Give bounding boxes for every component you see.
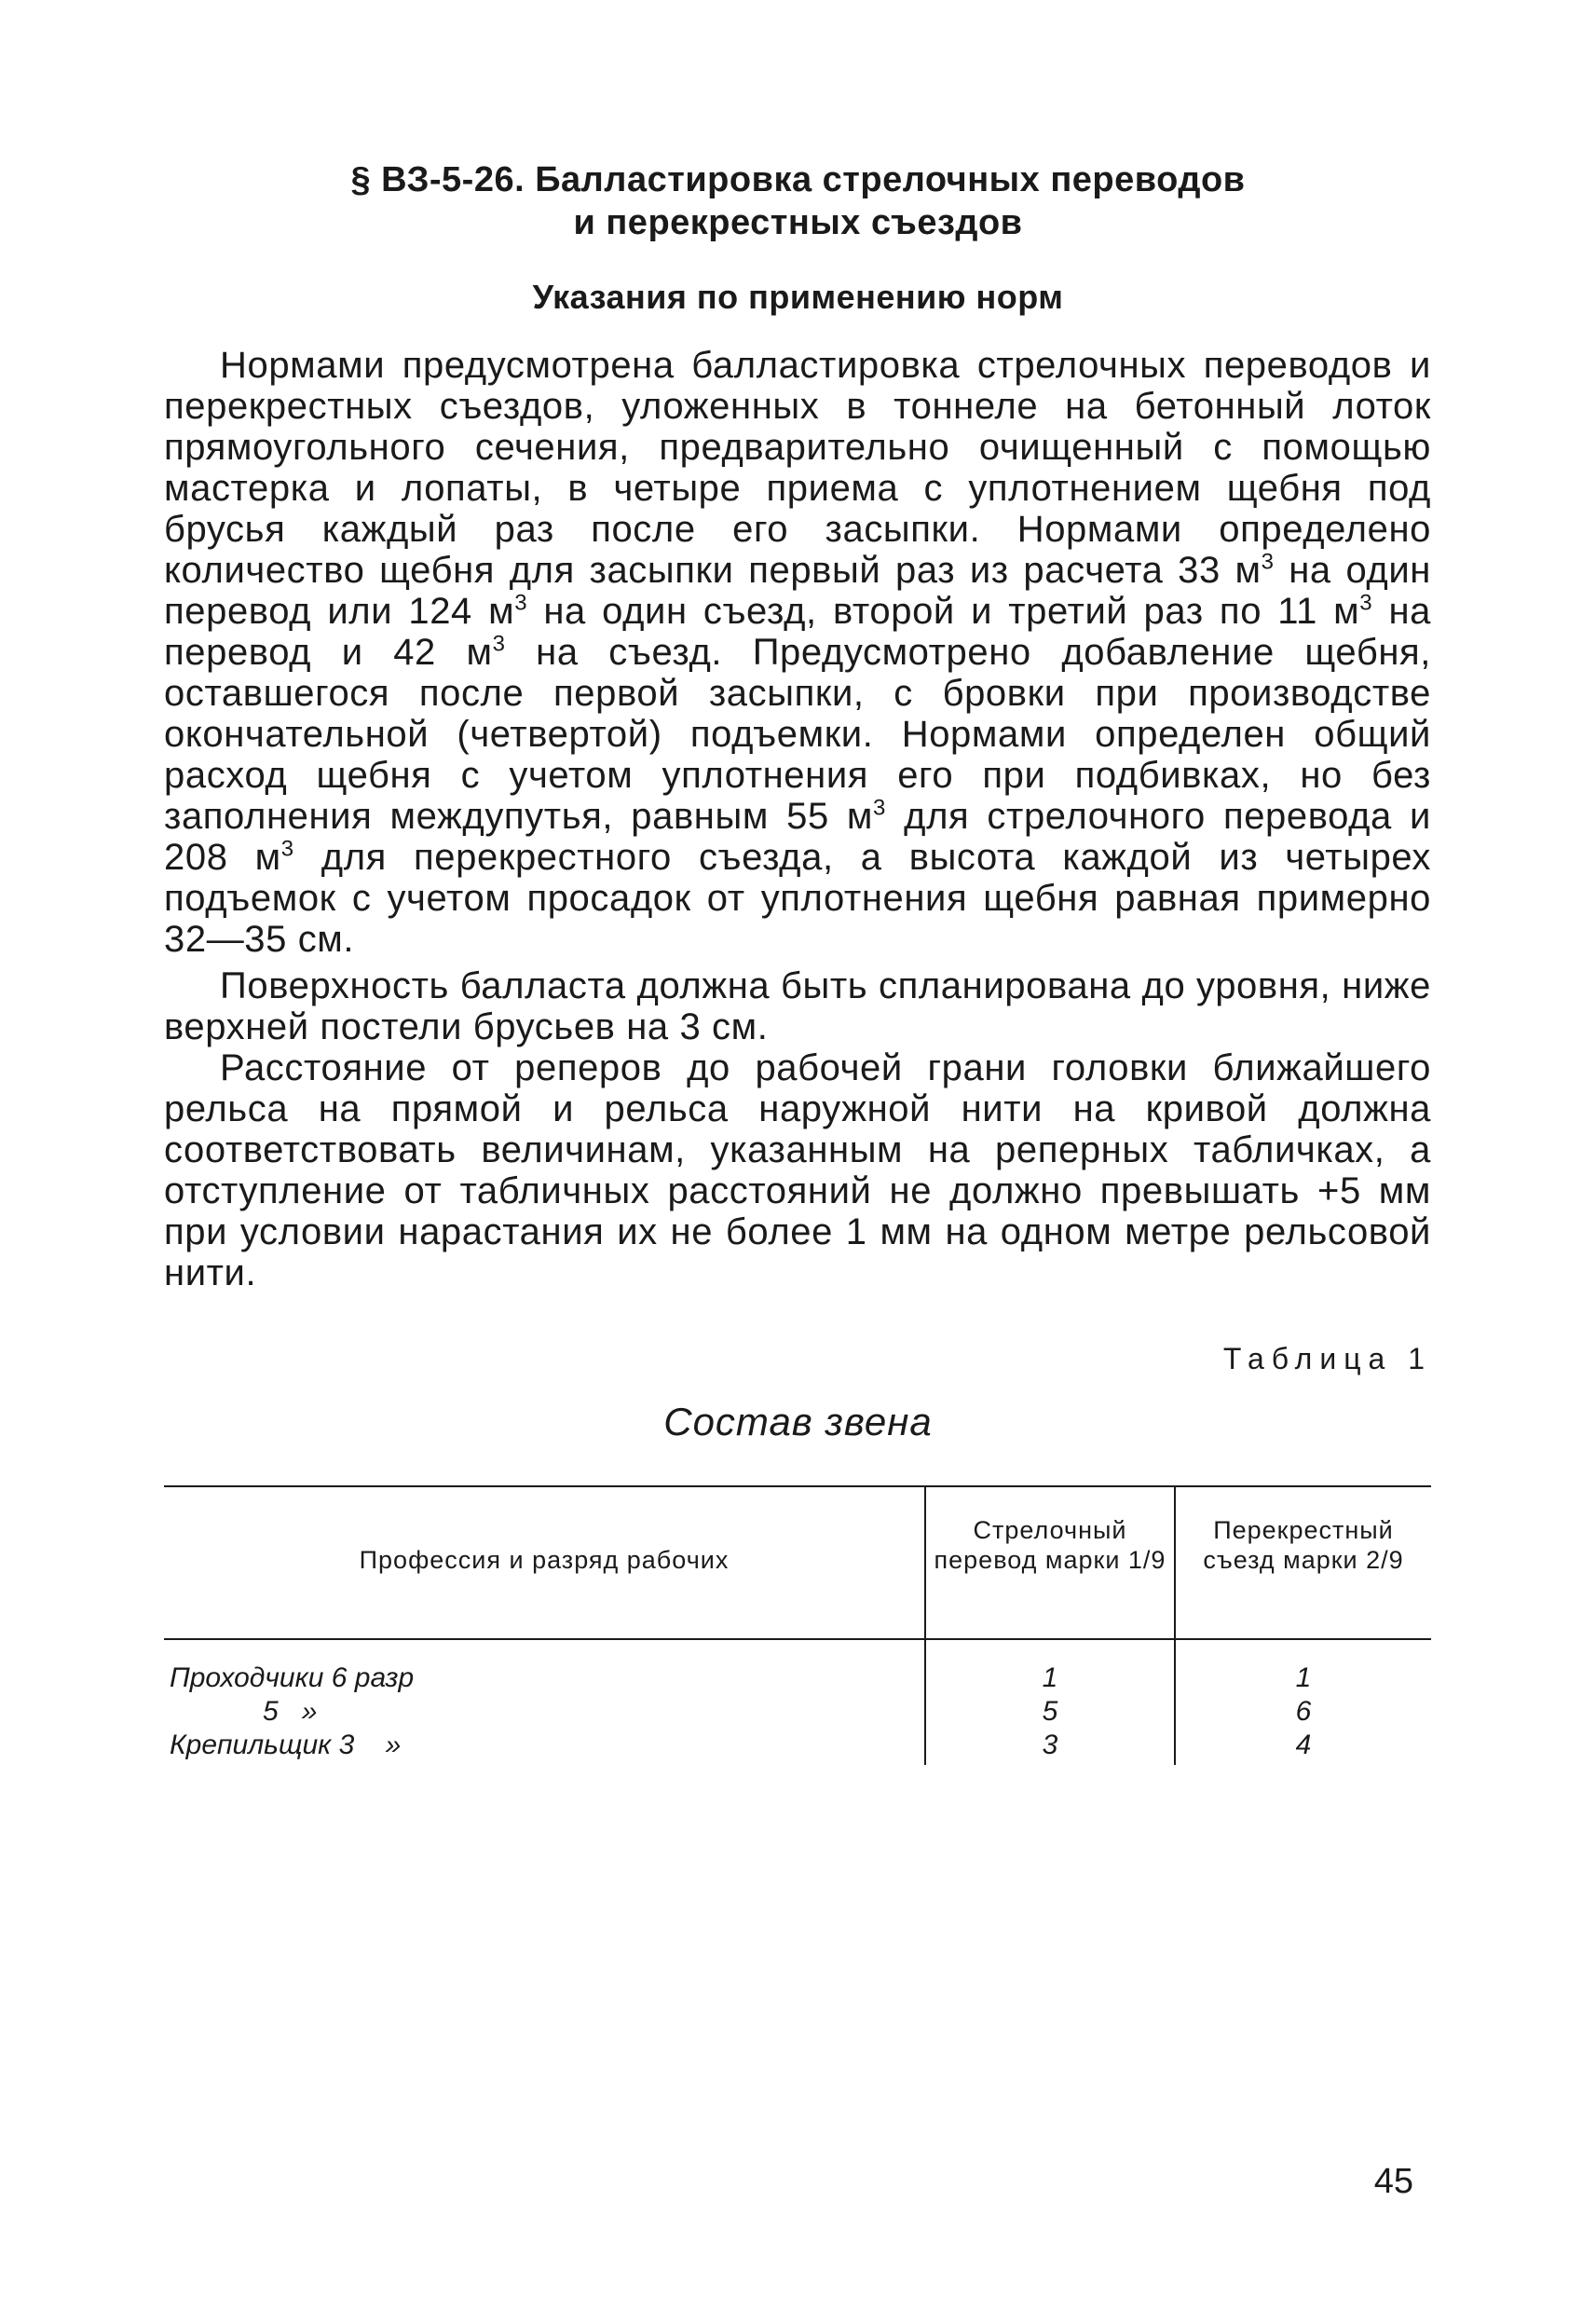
cell-switch: 3 <box>1042 1730 1058 1760</box>
header-switch: Стрелочный перевод марки 1/9 <box>934 1516 1166 1574</box>
table-header-rule <box>164 1638 1431 1640</box>
crew-composition-table <box>164 1485 1431 1765</box>
cell-profession: 5 » <box>170 1696 318 1727</box>
cell-profession: Проходчики 6 разр <box>170 1662 415 1693</box>
section-title-continued: и перекрестных съездов <box>573 203 1023 242</box>
paragraph-ballast-surface: Поверхность балласта должна быть спланирована до уровня, ниже верхней постели брусьев на 3 см. <box>164 965 1431 1047</box>
superscript: 3 <box>873 795 886 821</box>
paragraph-fragment: для стрелочного перевода и 208 м <box>164 796 1431 878</box>
table-title: Состав звена <box>663 1400 933 1443</box>
superscript: 3 <box>492 631 506 657</box>
section-title: § ВЗ-5-26. Балластировка стрелочных переводов <box>350 160 1246 199</box>
paragraph-benchmark-distance: Расстояние от реперов до рабочей грани головки ближайшего рельса на прямой и рельса наружной нити на кривой должна соответствовать величинам, указанным на реперных табличках, а отступление от табличных расстояний не должно превышать +5 мм при условии нарастания их не более 1 мм на одном метре рельсовой нити. <box>164 1047 1431 1293</box>
paragraph-fragment: на съезд. Предусмотрено добавление щебня, оставшегося после первой засыпки, с бровки при производстве окончательной (четвертой) подъемки. Нормами определен общий расход щебня с учетом уплотнения его при подбивках, но без заполнения междупутья, равным 55 м <box>164 632 1431 837</box>
superscript: 3 <box>1359 590 1373 616</box>
cell-profession: Крепильщик 3 » <box>170 1730 402 1760</box>
paragraph-norms <box>164 345 1431 960</box>
cell-crossover: 1 <box>1295 1662 1312 1693</box>
table-row <box>164 1661 1431 1696</box>
table-top-rule <box>164 1485 1431 1487</box>
cell-crossover: 4 <box>1295 1730 1312 1760</box>
superscript: 3 <box>1261 549 1275 575</box>
page-number: 45 <box>1373 2162 1413 2201</box>
superscript: 3 <box>280 836 294 862</box>
table-row <box>164 1728 1431 1763</box>
table-label: Таблица 1 <box>1222 1342 1432 1375</box>
table-row <box>164 1694 1431 1730</box>
cell-crossover: 6 <box>1295 1696 1312 1727</box>
superscript: 3 <box>514 590 528 616</box>
paragraph-fragment: для перекрестного съезда, а высота каждой из четырех подъемок с учетом просадок от уплотнения щебня равная примерно 32—35 см. <box>164 837 1431 960</box>
paragraph-fragment: на один перевод или 124 м <box>164 550 1431 632</box>
cell-switch: 5 <box>1042 1696 1058 1727</box>
header-profession: Профессия и разряд рабочих <box>359 1546 730 1574</box>
section-subtitle: Указания по применению норм <box>532 278 1064 316</box>
paragraph-fragment: Нормами предусмотрена балластировка стрелочных переводов и перекрестных съездов, уложенных в тоннеле на бетонный лоток прямоугольного сечения, предварительно очищенный с помощью мастерка и лопаты, в четыре приема с уплотнением щебня под брусья каждый раз после его засыпки. Нормами определено количество щебня для засыпки первый раз из расчета 33 м <box>164 345 1431 591</box>
paragraph-fragment: на один съезд, второй и третий раз по 11 м <box>527 591 1360 632</box>
paragraph-fragment: на перевод и 42 м <box>164 591 1431 673</box>
cell-switch: 1 <box>1042 1662 1058 1693</box>
header-crossover: Перекрестный съезд марки 2/9 <box>1203 1516 1404 1574</box>
